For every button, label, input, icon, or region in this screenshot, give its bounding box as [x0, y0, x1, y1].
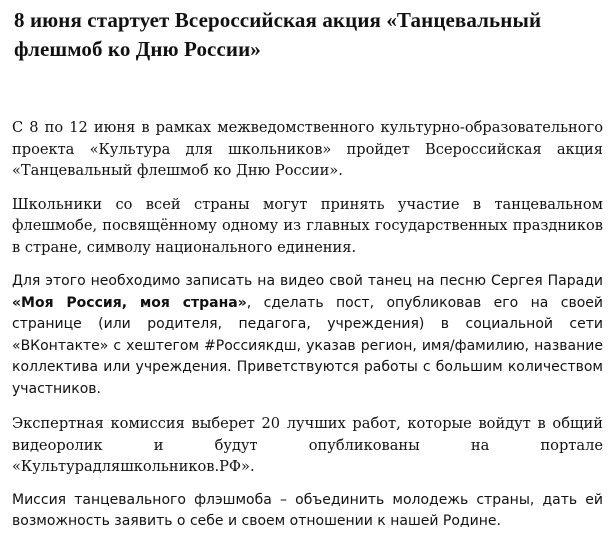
paragraph-intro: С 8 по 12 июня в рамках межведомственного культурно-образовательного проекта «Культура для школьников» пройдет Всероссийская акция «Танцевальный флешмоб ко Дню России». — [12, 119, 603, 179]
instructions-text-end: , сделать пост, опубликовав его на своей странице (или родителя, педагога, учреждения) в социальной сети «ВКонтакте» с хештегом #Россиякдш, указав регион, имя/фамилию, название коллектива или учреждения. Приветствуются работы с большим количеством участников. — [12, 294, 603, 397]
paragraph-instructions — [12, 271, 603, 400]
song-title: «Моя Россия, моя страна» — [12, 294, 247, 311]
article-body — [12, 117, 603, 545]
paragraph-mission: Миссия танцевального флэшмоба – объединить молодежь страны, дать ей возможность заявить о себе и своем отношении к нашей Родине. — [12, 491, 603, 529]
instructions-text-start: Для этого необходимо записать на видео свой танец на песню Сергея Паради — [12, 273, 603, 289]
paragraph-participants: Школьники со всей страны могут принять участие в танцевальном флешмобе, посвящённому одному из главных государственных праздников в стране, символу национального единения. — [12, 195, 603, 256]
paragraph-commission: Экспертная комиссия выберет 20 лучших работ, которые войдут в общий видеоролик и будут опубликованы на портале «Культурадляшкольников.РФ». — [12, 415, 603, 475]
article-title: 8 июня стартует Всероссийская акция «Танцевальный флешмоб ко Дню России» — [14, 8, 542, 61]
